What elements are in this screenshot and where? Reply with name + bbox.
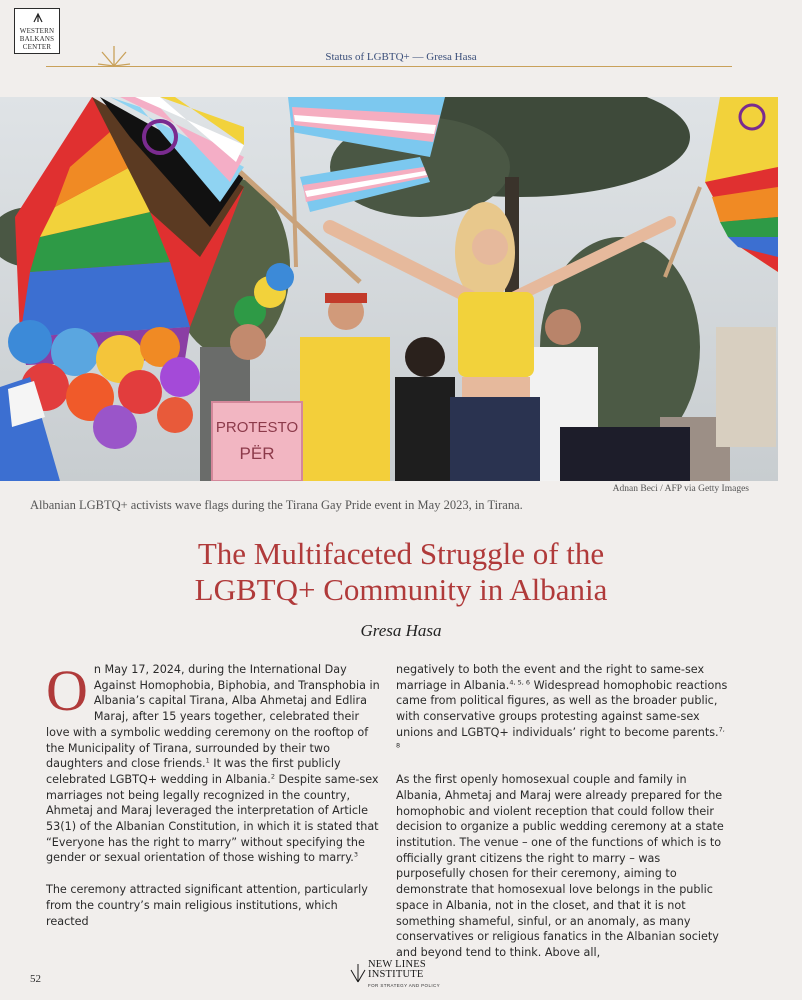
footnote-ref[interactable]: 1	[205, 756, 210, 765]
photo-caption: Albanian LGBTQ+ activists wave flags during the Tirana Gay Pride event in May 2023, in Tirana.	[30, 498, 523, 512]
logo-mark-icon	[32, 12, 44, 24]
publisher-tagline: FOR STRATEGY AND POLICY	[368, 983, 441, 988]
footnote-ref[interactable]: 4, 5, 6	[509, 677, 531, 686]
title-line-1: The Multifaceted Struggle of the	[197, 536, 605, 571]
header-rule	[46, 66, 732, 67]
sign-line-1: PROTESTO	[215, 419, 299, 436]
paragraph-2: The ceremony attracted significant attention, particularly from the country’s main religious institutions, which reacted	[46, 883, 368, 928]
publisher-line-1: NEW LINES	[368, 959, 426, 970]
drop-cap: O	[46, 658, 88, 723]
protest-sign-right	[716, 327, 776, 447]
paragraph-1	[46, 658, 380, 866]
pride-photo	[0, 97, 778, 481]
photo-credit: Adnan Beci / AFP via Getty Images	[612, 484, 749, 494]
author-byline: Gresa Hasa	[360, 621, 442, 640]
article-column-right	[396, 662, 730, 977]
protest-sign-left	[212, 402, 302, 481]
p1-start: n May 17, 2024, during the International Day Against Homophobia, Biphobia, and Transphobia in Albania’s capital Tirana, Alba Ahmetaj and Edlira Maraj, after 15 years together, celebrated their love with a symbolic wedding ceremony on the rooftop of the Municipality of Tirana, surrounded by their two daughters and close friends.	[46, 663, 380, 771]
title-line-2: LGBTQ+ Community in Albania	[194, 572, 608, 607]
paragraph-4: As the first openly homosexual couple and family in Albania, Ahmetaj and Maraj were already prepared for the homophobic and violent reception that could follow their decision to organize a public wedding ceremony at a state institution. The venue – one of the functions of which is to officially grant citizens the right to marry – was purposefully chosen for their ceremony, aiming to demonstrate that homosexual love belongs in the public space in Albania, not in the closet, and that it is not something shameful, sinful, or an anomaly, as many conservatives or religious fanatics in the Albanian society and beyond tend to think. Above all,	[396, 773, 724, 959]
p1-end: Despite same-sex marriages not being legally recognized in the country, Ahmetaj and Maraj leveraged the interpretation of Article 53(1) of the Albanian Constitution, in which it is stated that “Everyone has the right to marry” without specifying the gender or sexual orientation of those wishing to marry.	[46, 772, 379, 865]
western-balkans-center-logo	[14, 8, 60, 54]
p3-end: Widespread homophobic reactions came from political figures, as well as the broader public, with conservative groups protesting against same-sex unions and LGBTQ+ individuals’ right to become parents.	[396, 678, 728, 739]
sunburst-logo-icon	[350, 962, 366, 984]
page-number: 52	[30, 973, 41, 985]
footnote-ref[interactable]: 7, 8	[396, 725, 725, 749]
p1-mid: It was the first publicly celebrated LGBTQ+ wedding in Albania.	[46, 757, 341, 786]
publisher-line-2: INSTITUTE	[368, 969, 424, 980]
logo-line-2: BALKANS	[19, 35, 55, 43]
article-title	[0, 536, 802, 608]
logo-line-3: CENTER	[22, 43, 52, 51]
running-head: Status of LGBTQ+ — Gresa Hasa	[325, 51, 477, 63]
p3-start: negatively to both the event and the right to same-sex marriage in Albania.	[396, 663, 705, 692]
sign-line-2: PËR	[239, 444, 275, 463]
article-column-left	[46, 658, 380, 945]
new-lines-institute-logo	[350, 958, 460, 994]
publisher-name	[368, 960, 426, 980]
footnote-ref[interactable]: 3	[353, 850, 358, 859]
logo-line-1: WESTERN	[19, 27, 55, 35]
footnote-ref[interactable]: 2	[270, 772, 275, 781]
paragraph-3	[396, 662, 730, 756]
